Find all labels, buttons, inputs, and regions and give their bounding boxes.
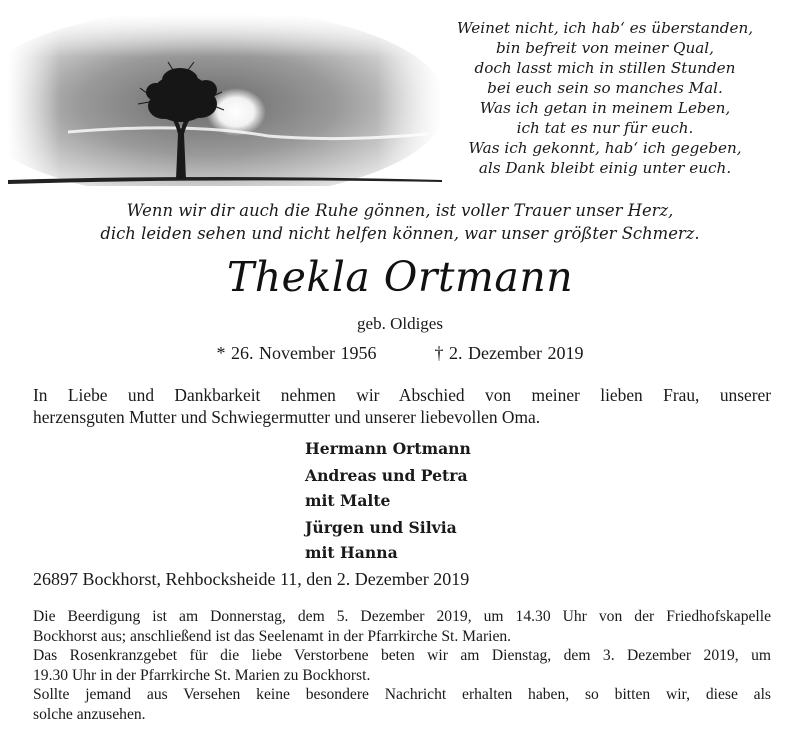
verse-line: dich leiden sehen und nicht helfen können, war unser größter Schmerz. [100, 224, 700, 243]
mourner: mit Hanna [305, 543, 398, 562]
info-line: solche anzusehen. [33, 705, 146, 723]
poem-line: bin befreit von meiner Qual, [496, 39, 714, 57]
funeral-info [33, 607, 771, 724]
poem-line: doch lasst mich in stillen Stunden [474, 59, 736, 77]
mourner: mit Malte [305, 491, 391, 510]
notice-paragraph [33, 685, 771, 724]
poem-line: Was ich gekonnt, hab‘ ich gegeben, [468, 139, 742, 157]
life-dates [0, 343, 800, 364]
info-line: Bockhorst aus; anschließend ist das Seelenamt in der Pfarrkirche St. Marien. [33, 627, 512, 645]
poem-line: bei euch sein so manches Mal. [487, 79, 723, 97]
mourner: Andreas und Petra [305, 466, 468, 485]
maiden-name: geb. Oldiges [357, 314, 443, 333]
poem-line: als Dank bleibt einig unter euch. [478, 159, 732, 177]
poem-line: Was ich getan in meinem Leben, [479, 99, 731, 117]
farewell-text [33, 384, 771, 428]
poem-line: ich tat es nur für euch. [516, 119, 694, 137]
info-line: Sollte jemand aus Versehen keine besondere Nachricht erhalten haben, so bitten wir, diese als [33, 686, 771, 703]
poem [420, 18, 790, 178]
info-line: Die Beerdigung ist am Donnerstag, dem 5. Dezember 2019, um 14.30 Uhr von der Friedhofskapelle [33, 608, 771, 625]
info-line: 19.30 Uhr in der Pfarrkirche St. Marien zu Bockhorst. [33, 666, 371, 684]
funeral-paragraph [33, 607, 771, 646]
tree-landscape-image [8, 14, 442, 186]
verse-line: Wenn wir dir auch die Ruhe gönnen, ist voller Trauer unser Herz, [126, 201, 674, 220]
death-date: † 2. Dezember 2019 [434, 343, 584, 363]
farewell-line: herzensguten Mutter und Schwiegermutter und unserer liebevollen Oma. [33, 407, 541, 427]
rosary-paragraph [33, 646, 771, 685]
farewell-line: In Liebe und Dankbarkeit nehmen wir Abschied von meiner lieben Frau, unserer [33, 385, 771, 405]
info-line: Das Rosenkranzgebet für die liebe Verstorbene beten wir am Dienstag, dem 3. Dezember 2019, um [33, 647, 771, 664]
mourners-list [305, 436, 471, 565]
birth-date: * 26. November 1956 [216, 343, 377, 363]
poem-line: Weinet nicht, ich hab‘ es überstanden, [456, 19, 754, 37]
verse [0, 199, 800, 245]
mourner: Jürgen und Silvia [305, 518, 457, 537]
mourner: Hermann Ortmann [305, 439, 471, 458]
deceased-name: Thekla Ortmann [226, 253, 574, 301]
address-line: 26897 Bockhorst, Rehbocksheide 11, den 2. Dezember 2019 [33, 569, 470, 589]
